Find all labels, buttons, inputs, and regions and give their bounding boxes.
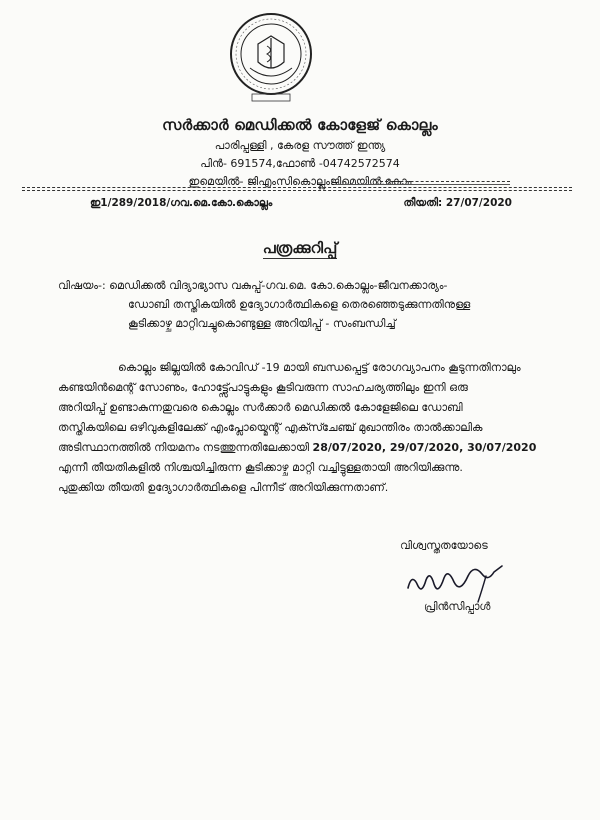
institution-name: സർക്കാർ മെഡിക്കൽ കോളേജ് കൊല്ലം xyxy=(162,116,438,134)
header-divider xyxy=(22,187,572,188)
body-line xyxy=(58,441,536,455)
institution-contact: പിൻ- 691574,ഫോൺ -04742572574 xyxy=(200,157,400,170)
email-underline xyxy=(334,184,510,185)
body-line: തസ്തികയിലെ ഒഴിവുകളിലേക്ക് എംപ്ലോയ്മെന്റ് എക്സ്ചേഞ്ച് മുഖാന്തിരം താൽക്കാലിക xyxy=(58,421,483,434)
subject-line: വിഷയം-: മെഡിക്കൽ വിദ്യാഭ്യാസ വകുപ്പ്-ഗവ.മെ. കോ.കൊല്ലം-ജീവനക്കാര്യം- xyxy=(58,279,448,292)
reference-number: ഇ1/289/2018/ഗവ.മെ.കോ.കൊല്ലം xyxy=(90,197,273,209)
header-divider xyxy=(22,190,572,191)
institution-email: ഇമെയിൽ- ജിഎംസികൊല്ലംജിമെയിൽ.കോം xyxy=(188,175,412,188)
body-line: കണ്ടയിൻമെന്റ് സോണും, ഹോട്ട്സ്പോട്ടുകളും കൂടിവരുന്ന സാഹചര്യത്തിലും ഇനി ഒരു xyxy=(58,381,468,394)
document-title-text: പത്രക്കുറിപ്പ് xyxy=(262,239,338,257)
body-line: അറിയിപ്പ് ഉണ്ടാകുന്നതുവരെ കൊല്ലം സർക്കാർ മെഡിക്കൽ കോളേജിലെ ഡോബി xyxy=(58,401,463,414)
body-text: അടിസ്ഥാനത്തിൽ നിയമനം നടത്തുന്നതിലേക്കായി xyxy=(58,441,313,454)
institution-address: പാരിപ്പള്ളി , കേരള സൗത്ത് ഇന്ത്യ xyxy=(214,139,386,152)
signature xyxy=(402,558,522,606)
subject-line: ഡോബി തസ്തികയിൽ ഉദ്യോഗാർത്ഥികളെ തെരഞ്ഞെടുക്കുന്നതിനുള്ള xyxy=(128,298,471,311)
college-seal-logo xyxy=(228,10,314,106)
body-line: കൊല്ലം ജില്ലയിൽ കോവിഡ് -19 മായി ബന്ധപ്പെട്ട് രോഗവ്യാപനം കൂടുന്നതിനാലും xyxy=(118,361,521,374)
document-title xyxy=(0,239,600,257)
body-line: എന്നീ തീയതികളിൽ നിശ്ചയിച്ചിരുന്ന കൂടിക്കാഴ്ച മാറ്റി വച്ചിട്ടുള്ളതായി അറിയിക്കുന്നു. xyxy=(58,461,463,474)
signatory-designation: പ്രിൻസിപ്പാൾ xyxy=(424,600,491,613)
closing-salutation: വിശ്വസ്തതയോടെ xyxy=(400,539,488,552)
interview-dates: 28/07/2020, 29/07/2020, 30/07/2020 xyxy=(312,441,537,454)
header-divider xyxy=(380,181,510,182)
body-line: പുതുക്കിയ തീയതി ഉദ്യോഗാർത്ഥികളെ പിന്നീട് അറിയിക്കുന്നതാണ്. xyxy=(58,481,389,494)
subject-line: കൂടിക്കാഴ്ച മാറ്റിവച്ചുകൊണ്ടുള്ള അറിയിപ്പ് - സംബന്ധിച്ച് xyxy=(128,317,396,330)
document-date: തീയതി: 27/07/2020 xyxy=(403,197,512,209)
